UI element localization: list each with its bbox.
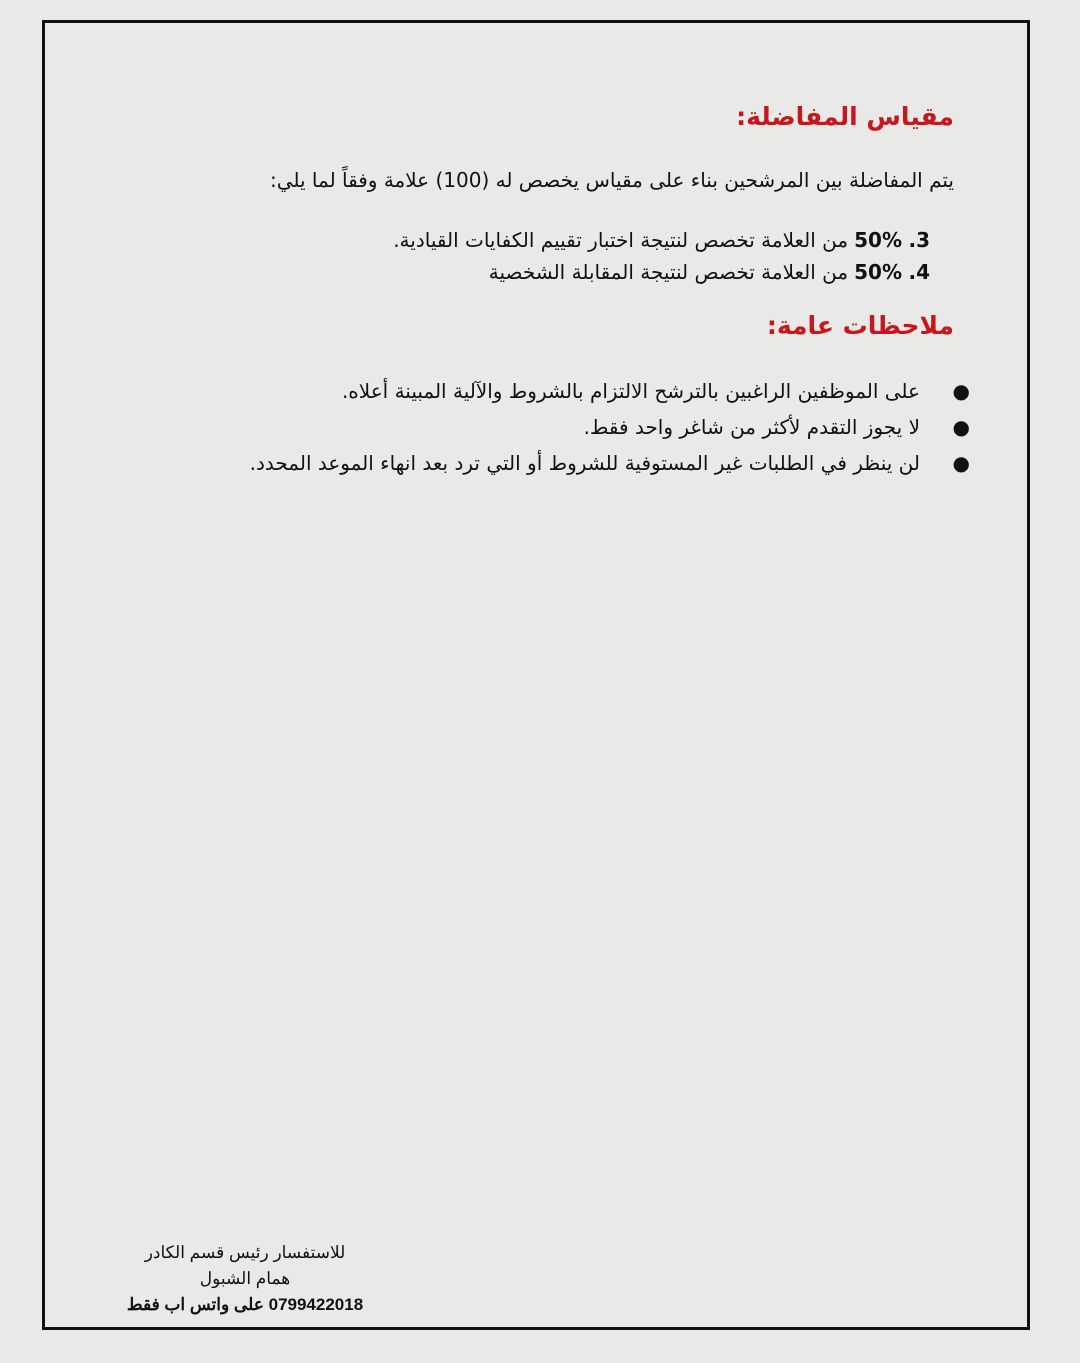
- bullet-icon: ●: [952, 379, 970, 403]
- contact-name: همام الشبول: [199, 1269, 291, 1288]
- scoring-list: [393, 224, 930, 288]
- item-text: من العلامة تخصص لنتيجة المقابلة الشخصية: [488, 260, 849, 284]
- bullet-text: على الموظفين الراغبين بالترشح الالتزام بالشروط والآلية المبينة أعلاه.: [341, 379, 920, 403]
- item-percent: 50%: [854, 260, 902, 284]
- list-item: [250, 409, 970, 445]
- bullet-icon: ●: [952, 415, 970, 439]
- list-item: [249, 445, 970, 481]
- contact-phone: 0799422018: [268, 1295, 364, 1314]
- list-item: [393, 256, 930, 288]
- contact-line-1: للاستفسار رئيس قسم الكادر: [144, 1243, 346, 1262]
- preference-scale-intro: يتم المفاضلة بين المرشحين بناء على مقياس يخصص له (100) علامة وفقاً لما يلي:: [269, 168, 954, 192]
- item-percent: 50%: [854, 228, 902, 252]
- general-notes-list: [249, 373, 970, 481]
- item-number: 3.: [908, 228, 930, 252]
- contact-whatsapp-note: على واتس اب فقط: [126, 1295, 264, 1314]
- general-notes-heading: ملاحظات عامة:: [766, 311, 954, 340]
- contact-line-3: [110, 1292, 380, 1318]
- contact-block: [110, 1240, 380, 1318]
- bullet-text: لن ينظر في الطلبات غير المستوفية للشروط أو التي ترد بعد انهاء الموعد المحدد.: [249, 451, 920, 475]
- page-frame: [42, 20, 1030, 1330]
- bullet-icon: ●: [952, 451, 970, 475]
- item-number: 4.: [908, 260, 930, 284]
- bullet-text: لا يجوز التقدم لأكثر من شاغر واحد فقط.: [583, 415, 920, 439]
- preference-scale-heading: مقياس المفاضلة:: [736, 102, 954, 131]
- item-text: من العلامة تخصص لنتيجة اختبار تقييم الكفايات القيادية.: [393, 228, 849, 252]
- list-item: [250, 373, 970, 409]
- list-item: [393, 224, 930, 256]
